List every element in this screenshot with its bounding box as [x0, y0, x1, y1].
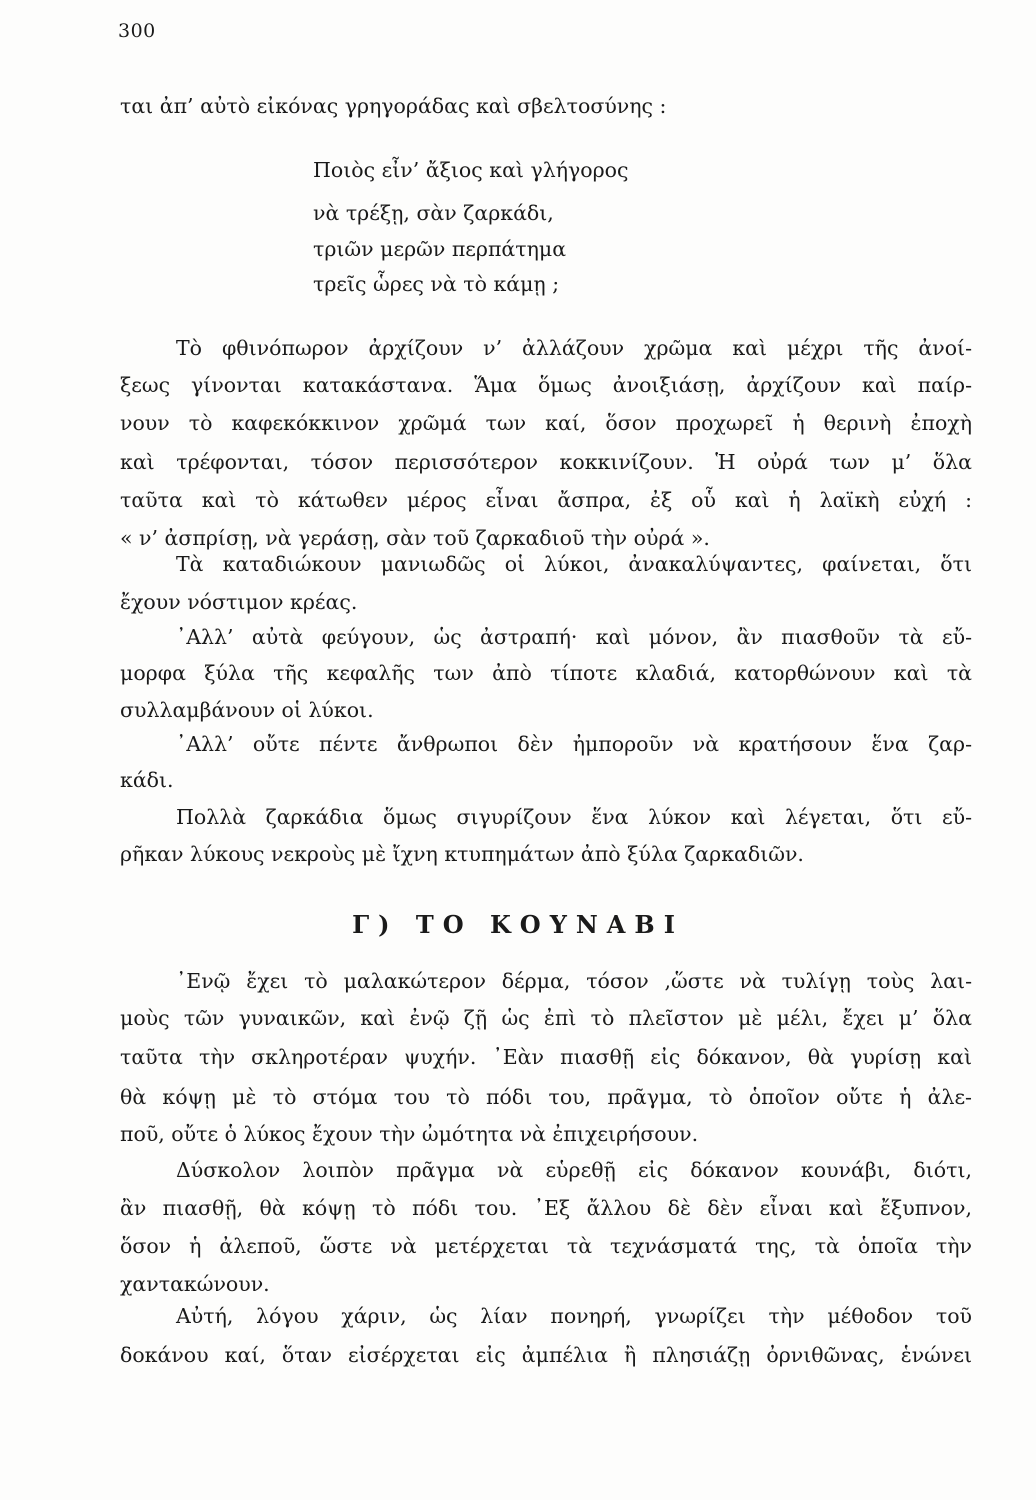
- paragraph-line: « ν’ ἀσπρίσῃ, νὰ γεράσῃ, σὰν τοῦ ζαρκαδιοῦ τὴν οὐρά ».: [120, 526, 710, 550]
- paragraph-line: κάδι.: [120, 768, 174, 792]
- paragraph-line: ᾿Αλλ’ αὐτὰ φεύγουν, ὡς ἀστραπή· καὶ μόνον, ἂν πιασθοῦν τὰ εὔ-: [176, 625, 972, 649]
- paragraph-line: Τὰ καταδιώκουν μανιωδῶς οἱ λύκοι, ἀνακαλύψαντες, φαίνεται, ὅτι: [176, 552, 972, 576]
- verse-line: τριῶν μερῶν περπάτημα: [313, 237, 567, 261]
- paragraph-line: μοὺς τῶν γυναικῶν, καὶ ἐνῷ ζῇ ὡς ἐπὶ τὸ πλεῖστον μὲ μέλι, ἔχει μ’ ὅλα: [120, 1006, 972, 1030]
- paragraph-line: Αὐτή, λόγου χάριν, ὡς λίαν πονηρή, γνωρίζει τὴν μέθοδον τοῦ: [176, 1304, 972, 1328]
- intro-line: ται ἀπ’ αὐτὸ εἰκόνας γρηγοράδας καὶ σβελτοσύνης :: [120, 94, 667, 118]
- paragraph-line: ἂν πιασθῇ, θὰ κόψῃ τὸ πόδι του. ᾿Εξ ἄλλου δὲ δὲν εἶναι καὶ ἔξυπνον,: [120, 1196, 972, 1220]
- paragraph-line: δοκάνου καί, ὅταν εἰσέρχεται εἰς ἀμπέλια ἢ πλησιάζῃ ὀρνιθῶνας, ἑνώνει: [120, 1343, 972, 1367]
- page-number: 300: [118, 20, 156, 42]
- paragraph-line: ταῦτα τὴν σκληροτέραν ψυχήν. ᾿Εὰν πιασθῇ εἰς δόκανον, θὰ γυρίσῃ καὶ: [120, 1045, 972, 1069]
- paragraph-line: ταῦτα καὶ τὸ κάτωθεν μέρος εἶναι ἄσπρα, ἐξ οὗ καὶ ἡ λαϊκὴ εὐχή :: [120, 488, 972, 512]
- verse-line: τρεῖς ὧρες νὰ τὸ κάμῃ ;: [313, 272, 560, 296]
- paragraph-line: ᾿Ενῷ ἔχει τὸ μαλακώτερον δέρμα, τόσον ,ὥστε νὰ τυλίγῃ τοὺς λαι-: [176, 969, 972, 993]
- paragraph-line: θὰ κόψῃ μὲ τὸ στόμα του τὸ πόδι του, πρᾶγμα, τὸ ὁποῖον οὔτε ἡ ἀλε-: [120, 1085, 972, 1109]
- paragraph-line: μορφα ξύλα τῆς κεφαλῆς των ἀπὸ τίποτε κλαδιά, κατορθώνουν καὶ τὰ: [120, 661, 972, 685]
- paragraph-line: ἔχουν νόστιμον κρέας.: [120, 590, 358, 614]
- paragraph-line: ᾿Αλλ’ οὔτε πέντε ἄνθρωποι δὲν ἠμποροῦν νὰ κρατήσουν ἕνα ζαρ-: [176, 732, 972, 756]
- verse-line: Ποιὸς εἶν’ ἄξιος καὶ γλήγορος: [313, 158, 629, 182]
- paragraph-line: ξεως γίνονται κατακάστανα. Ἅμα ὅμως ἀνοιξιάσῃ, ἀρχίζουν καὶ παίρ-: [120, 373, 972, 397]
- paragraph-line: ρῆκαν λύκους νεκροὺς μὲ ἴχνη κτυπημάτων ἀπὸ ξύλα ζαρκαδιῶν.: [120, 842, 804, 866]
- paragraph-line: Πολλὰ ζαρκάδια ὅμως σιγυρίζουν ἕνα λύκον καὶ λέγεται, ὅτι εὔ-: [176, 805, 972, 829]
- paragraph-line: συλλαμβάνουν οἱ λύκοι.: [120, 698, 374, 722]
- section-heading: Γ) ΤΟ ΚΟΥΝΑΒΙ: [352, 910, 684, 939]
- paragraph-line: ὅσον ἡ ἀλεποῦ, ὥστε νὰ μετέρχεται τὰ τεχνάσματά της, τὰ ὁποῖα τὴν: [120, 1234, 972, 1258]
- verse-line: νὰ τρέξῃ, σὰν ζαρκάδι,: [313, 201, 554, 225]
- paragraph-line: ποῦ, οὔτε ὁ λύκος ἔχουν τὴν ὠμότητα νὰ ἐπιχειρήσουν.: [120, 1122, 699, 1146]
- paragraph-line: Τὸ φθινόπωρον ἀρχίζουν ν’ ἀλλάζουν χρῶμα καὶ μέχρι τῆς ἀνοί-: [176, 336, 972, 360]
- paragraph-line: νουν τὸ καφεκόκκινον χρῶμά των καί, ὅσον προχωρεῖ ἡ θερινὴ ἐποχὴ: [120, 411, 972, 435]
- paragraph-line: Δύσκολον λοιπὸν πρᾶγμα νὰ εὑρεθῇ εἰς δόκανον κουνάβι, διότι,: [176, 1158, 972, 1182]
- paragraph-line: καὶ τρέφονται, τόσον περισσότερον κοκκινίζουν. Ἡ οὐρά των μ’ ὅλα: [120, 450, 972, 474]
- paragraph-line: χαντακώνουν.: [120, 1272, 270, 1296]
